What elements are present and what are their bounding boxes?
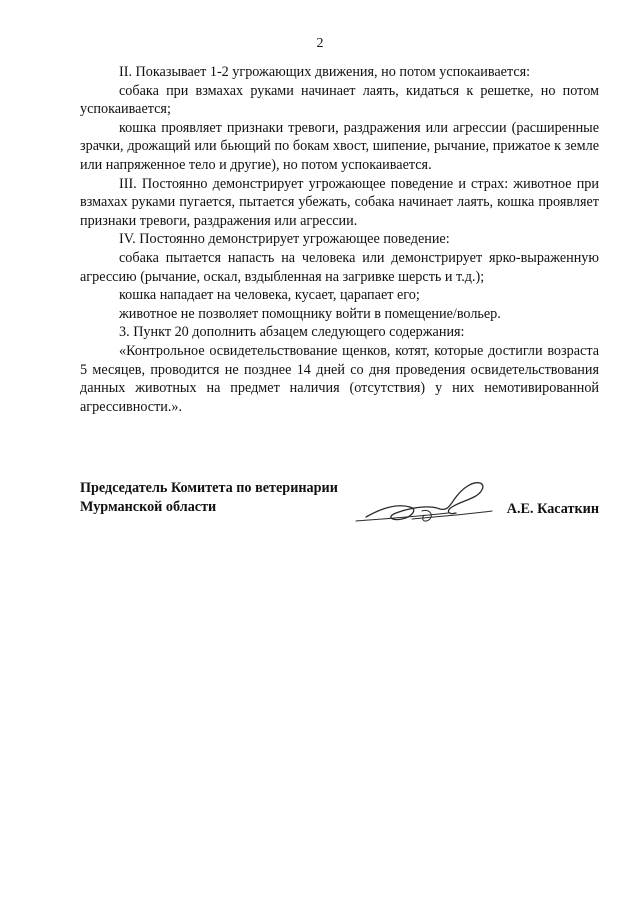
signature-block (80, 479, 599, 539)
paragraph-dog-level-4: собака пытается напасть на человека или демонстрирует ярко-выраженную агрессию (рычание, оскал, вздыбленная на загривке шерсть и т.д.); (80, 249, 599, 285)
paragraph-dog-level-2: собака при взмахах руками начинает лаять, кидаться к решетке, но потом успокаивается; (80, 82, 599, 118)
paragraph-cat-level-2: кошка проявляет признаки тревоги, раздражения или агрессии (расширенные зрачки, дрожащий или бьющий по бокам хвост, шипение, рычание, прижатое к земле или напряженное тело и другие), но потом успокаивается. (80, 119, 599, 173)
signer-title (80, 479, 338, 517)
paragraph-item-3-text: «Контрольное освидетельствование щенков, котят, которые достигли возраста 5 месяцев, проводится не позднее 14 дней со дня проведения освидетельствования данных животных на предмет наличия (отсутствия) у них немотивированной агрессивности.». (80, 342, 599, 415)
paragraph-level-3: III. Постоянно демонстрирует угрожающее поведение и страх: животное при взмахах руками пугается, пытается убежать, собака начинает лаять, кошка проявляет признаки тревоги, раздражения или агрессии. (80, 175, 599, 229)
document-body (80, 63, 599, 416)
page-number: 2 (316, 36, 324, 51)
signer-name: А.Е. Касаткин (506, 501, 599, 517)
paragraph-cat-level-4: кошка нападает на человека, кусает, царапает его; (119, 287, 420, 304)
signer-title-line-2: Мурманской области (80, 499, 217, 515)
paragraph-level-2: II. Показывает 1-2 угрожающих движения, но потом успокаивается: (119, 64, 531, 80)
paragraph-item-3: 3. Пункт 20 дополнить абзацем следующего содержания: (119, 324, 465, 341)
paragraph-level-4: IV. Постоянно демонстрирует угрожающее поведение: (119, 231, 450, 248)
paragraph-animal-level-4: животное не позволяет помощнику войти в помещение/вольер. (119, 305, 501, 322)
signer-title-line-1: Председатель Комитета по ветеринарии (80, 480, 338, 496)
handwritten-signature-icon (352, 473, 502, 531)
